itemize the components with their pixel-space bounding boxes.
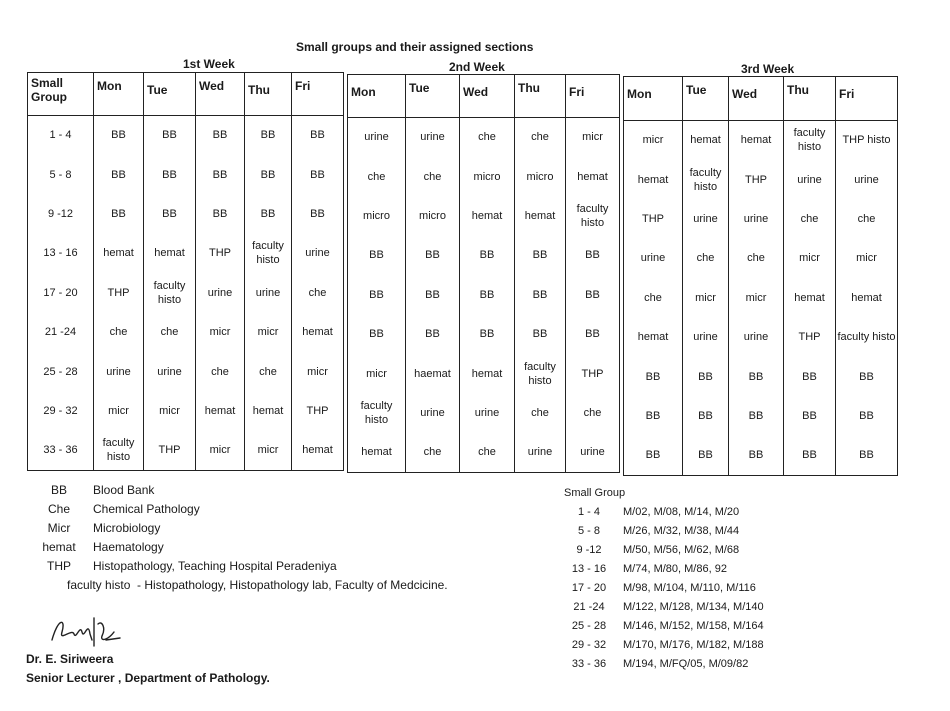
- small-group-range: 25 - 28: [571, 620, 607, 632]
- section-cell: THP: [624, 199, 683, 238]
- column-header: Mon: [624, 77, 683, 121]
- section-cell: che: [245, 352, 292, 391]
- legend-definition: Haematology: [93, 540, 164, 554]
- week-3-table: [623, 76, 898, 476]
- section-cell: BB: [348, 275, 406, 314]
- legend-abbr: BB: [50, 483, 67, 497]
- section-cell: BB: [566, 236, 620, 275]
- table-row: [28, 312, 344, 351]
- section-cell: hemat: [460, 354, 515, 393]
- table-row: [624, 436, 898, 475]
- column-header: Tue: [683, 77, 729, 121]
- signature-position: Senior Lecturer , Department of Pathology.: [26, 671, 270, 685]
- section-cell: che: [460, 433, 515, 472]
- small-group-cell: 1 - 4: [28, 116, 94, 155]
- section-cell: hemat: [460, 196, 515, 235]
- section-cell: hemat: [515, 196, 566, 235]
- section-cell: BB: [566, 275, 620, 314]
- section-cell: urine: [144, 352, 196, 391]
- section-cell: hemat: [784, 278, 836, 317]
- small-group-heading: Small Group: [564, 487, 626, 499]
- section-cell: hemat: [836, 278, 898, 317]
- week-1-label: 1st Week: [183, 57, 235, 71]
- legend-abbr: Che: [47, 502, 70, 516]
- column-header: Fri: [836, 77, 898, 121]
- section-cell: BB: [406, 314, 460, 353]
- table-row: [348, 393, 620, 432]
- section-cell: che: [292, 273, 344, 312]
- week-3-label: 3rd Week: [741, 62, 795, 76]
- section-cell: BB: [515, 314, 566, 353]
- small-group-members: M/26, M/32, M/38, M/44: [623, 525, 740, 537]
- section-cell: che: [566, 393, 620, 432]
- section-cell: BB: [729, 436, 784, 475]
- table-row: [624, 396, 898, 435]
- table-row: [348, 354, 620, 393]
- column-header: Wed: [729, 77, 784, 121]
- section-cell: BB: [784, 357, 836, 396]
- section-cell: BB: [292, 155, 344, 194]
- legend-abbr: hemat: [42, 540, 76, 554]
- table-row: [624, 278, 898, 317]
- section-cell: hemat: [348, 433, 406, 472]
- section-cell: BB: [292, 194, 344, 233]
- small-group-range: 17 - 20: [571, 582, 607, 594]
- section-cell: hemat: [292, 312, 344, 351]
- column-header: Thu: [245, 73, 292, 116]
- section-cell: BB: [348, 236, 406, 275]
- section-cell: THP: [196, 234, 245, 273]
- section-cell: micr: [784, 239, 836, 278]
- section-cell: hemat: [566, 157, 620, 196]
- small-group-cell: 33 - 36: [28, 431, 94, 470]
- table-row: [348, 433, 620, 472]
- section-cell: hemat: [729, 121, 784, 160]
- column-header: Thu: [515, 75, 566, 118]
- section-cell: THP: [292, 391, 344, 430]
- section-cell: BB: [245, 155, 292, 194]
- section-cell: che: [460, 118, 515, 157]
- section-cell: BB: [683, 436, 729, 475]
- section-cell: BB: [683, 357, 729, 396]
- section-cell: urine: [406, 118, 460, 157]
- small-group-cell: 25 - 28: [28, 352, 94, 391]
- column-header: Wed: [196, 73, 245, 116]
- section-cell: micr: [245, 431, 292, 470]
- section-cell: che: [348, 157, 406, 196]
- small-group-range: 13 - 16: [571, 563, 607, 575]
- section-cell: urine: [196, 273, 245, 312]
- small-group-members: M/02, M/08, M/14, M/20: [623, 506, 740, 518]
- section-cell: BB: [196, 194, 245, 233]
- section-cell: hemat: [245, 391, 292, 430]
- section-cell: THP: [784, 317, 836, 356]
- section-cell: BB: [196, 116, 245, 155]
- section-cell: micr: [729, 278, 784, 317]
- small-group-cell: 21 -24: [28, 312, 94, 351]
- section-cell: micr: [348, 354, 406, 393]
- table-row: [28, 194, 344, 233]
- section-cell: BB: [683, 396, 729, 435]
- small-group-range: 21 -24: [573, 601, 605, 613]
- section-cell: BB: [94, 194, 144, 233]
- section-cell: BB: [460, 314, 515, 353]
- legend-definition: Chemical Pathology: [93, 502, 200, 516]
- table-row: [348, 314, 620, 353]
- legend-definition: Microbiology: [93, 521, 161, 535]
- small-group-range: 9 -12: [576, 544, 602, 556]
- table-row: [624, 357, 898, 396]
- section-cell: BB: [784, 396, 836, 435]
- small-group-range: 5 - 8: [577, 525, 600, 537]
- section-cell: BB: [245, 194, 292, 233]
- section-cell: urine: [683, 199, 729, 238]
- table-row: [28, 155, 344, 194]
- table-row: [624, 317, 898, 356]
- section-cell: micr: [836, 239, 898, 278]
- section-cell: BB: [624, 357, 683, 396]
- section-cell: che: [406, 433, 460, 472]
- column-header: Small Group: [28, 73, 94, 116]
- week-2-label: 2nd Week: [449, 60, 505, 74]
- section-cell: micro: [348, 196, 406, 235]
- section-cell: BB: [836, 357, 898, 396]
- section-cell: hemat: [624, 317, 683, 356]
- section-cell: urine: [460, 393, 515, 432]
- section-cell: micr: [245, 312, 292, 351]
- section-cell: BB: [836, 436, 898, 475]
- table-row: [624, 160, 898, 199]
- section-cell: micr: [292, 352, 344, 391]
- legend-definition: Histopathology, Teaching Hospital Peradeniya: [93, 559, 337, 573]
- small-group-members: M/170, M/176, M/182, M/188: [623, 639, 764, 651]
- section-cell: faculty histo: [245, 234, 292, 273]
- section-cell: BB: [729, 396, 784, 435]
- section-cell: micr: [196, 312, 245, 351]
- section-cell: urine: [729, 199, 784, 238]
- column-header: Mon: [348, 75, 406, 118]
- small-group-cell: 9 -12: [28, 194, 94, 233]
- section-cell: faculty histo: [348, 393, 406, 432]
- column-header: Mon: [94, 73, 144, 116]
- section-cell: BB: [515, 236, 566, 275]
- section-cell: BB: [196, 155, 245, 194]
- section-cell: BB: [144, 116, 196, 155]
- section-cell: micr: [566, 118, 620, 157]
- section-cell: BB: [292, 116, 344, 155]
- section-cell: BB: [836, 396, 898, 435]
- small-group-members: M/194, M/FQ/05, M/09/82: [623, 658, 749, 670]
- legend-faculty-histo: faculty histo - Histopathology, Histopathology lab, Faculty of Medcicine.: [67, 578, 448, 592]
- section-cell: BB: [784, 436, 836, 475]
- section-cell: che: [683, 239, 729, 278]
- section-cell: hemat: [624, 160, 683, 199]
- section-cell: micro: [406, 196, 460, 235]
- table-row: [28, 352, 344, 391]
- table-row: [348, 196, 620, 235]
- section-cell: BB: [515, 275, 566, 314]
- section-cell: micro: [515, 157, 566, 196]
- table-row: [348, 275, 620, 314]
- section-cell: hemat: [292, 431, 344, 470]
- column-header: Tue: [144, 73, 196, 116]
- section-cell: haemat: [406, 354, 460, 393]
- small-group-members: M/98, M/104, M/110, M/116: [623, 582, 756, 594]
- section-cell: BB: [729, 357, 784, 396]
- table-row: [348, 236, 620, 275]
- section-cell: urine: [515, 433, 566, 472]
- section-cell: BB: [624, 436, 683, 475]
- section-cell: urine: [292, 234, 344, 273]
- section-cell: urine: [683, 317, 729, 356]
- section-cell: che: [94, 312, 144, 351]
- small-group-range: 33 - 36: [571, 658, 607, 670]
- signature-name: Dr. E. Siriweera: [26, 652, 114, 666]
- section-cell: BB: [94, 116, 144, 155]
- page-title: Small groups and their assigned sections: [296, 40, 534, 54]
- small-group-members: M/74, M/80, M/86, 92: [623, 563, 727, 575]
- section-cell: BB: [566, 314, 620, 353]
- week-1-table: [27, 72, 344, 471]
- section-cell: faculty histo: [683, 160, 729, 199]
- section-cell: THP histo: [836, 121, 898, 160]
- column-header: Wed: [460, 75, 515, 118]
- table-row: [28, 273, 344, 312]
- section-cell: BB: [624, 396, 683, 435]
- small-group-cell: 13 - 16: [28, 234, 94, 273]
- table-row: [624, 239, 898, 278]
- section-cell: faculty histo: [784, 121, 836, 160]
- section-cell: hemat: [683, 121, 729, 160]
- section-cell: che: [144, 312, 196, 351]
- section-cell: micr: [624, 121, 683, 160]
- small-group-cell: 5 - 8: [28, 155, 94, 194]
- section-cell: faculty histo: [94, 431, 144, 470]
- small-group-members: M/146, M/152, M/158, M/164: [623, 620, 764, 632]
- section-cell: urine: [348, 118, 406, 157]
- signature-image: [44, 610, 124, 652]
- section-cell: THP: [729, 160, 784, 199]
- section-cell: THP: [566, 354, 620, 393]
- section-cell: che: [784, 199, 836, 238]
- section-cell: THP: [144, 431, 196, 470]
- section-cell: faculty histo: [836, 317, 898, 356]
- legend-definition: Blood Bank: [93, 483, 155, 497]
- section-cell: BB: [348, 314, 406, 353]
- legend-abbr: THP: [47, 559, 71, 573]
- section-cell: BB: [460, 236, 515, 275]
- section-cell: BB: [144, 194, 196, 233]
- section-cell: micr: [196, 431, 245, 470]
- section-cell: hemat: [94, 234, 144, 273]
- section-cell: micr: [683, 278, 729, 317]
- column-header: Fri: [292, 73, 344, 116]
- section-cell: che: [515, 393, 566, 432]
- section-cell: micro: [460, 157, 515, 196]
- section-cell: urine: [566, 433, 620, 472]
- section-cell: urine: [784, 160, 836, 199]
- section-cell: BB: [94, 155, 144, 194]
- section-cell: faculty histo: [566, 196, 620, 235]
- section-cell: THP: [94, 273, 144, 312]
- legend-abbr: Micr: [47, 521, 71, 535]
- section-cell: faculty histo: [144, 273, 196, 312]
- table-row: [624, 199, 898, 238]
- section-cell: che: [836, 199, 898, 238]
- section-cell: urine: [245, 273, 292, 312]
- section-cell: che: [406, 157, 460, 196]
- small-group-members: M/122, M/128, M/134, M/140: [623, 601, 764, 613]
- section-cell: che: [515, 118, 566, 157]
- section-cell: urine: [836, 160, 898, 199]
- section-cell: urine: [94, 352, 144, 391]
- section-cell: BB: [144, 155, 196, 194]
- section-cell: hemat: [144, 234, 196, 273]
- section-cell: che: [624, 278, 683, 317]
- table-row: [28, 116, 344, 155]
- section-cell: BB: [406, 275, 460, 314]
- section-cell: che: [729, 239, 784, 278]
- small-group-range: 29 - 32: [571, 639, 607, 651]
- column-header: Fri: [566, 75, 620, 118]
- table-row: [28, 391, 344, 430]
- table-row: [624, 121, 898, 160]
- small-group-cell: 29 - 32: [28, 391, 94, 430]
- table-row: [348, 157, 620, 196]
- section-cell: BB: [245, 116, 292, 155]
- column-header: Tue: [406, 75, 460, 118]
- section-cell: micr: [144, 391, 196, 430]
- section-cell: hemat: [196, 391, 245, 430]
- section-cell: micr: [94, 391, 144, 430]
- small-group-range: 1 - 4: [577, 506, 600, 518]
- column-header: Thu: [784, 77, 836, 121]
- section-cell: urine: [729, 317, 784, 356]
- table-row: [348, 118, 620, 157]
- section-cell: che: [196, 352, 245, 391]
- week-2-table: [347, 74, 620, 473]
- section-cell: BB: [406, 236, 460, 275]
- small-group-members: M/50, M/56, M/62, M/68: [623, 544, 740, 556]
- table-row: [28, 234, 344, 273]
- section-cell: urine: [406, 393, 460, 432]
- section-cell: faculty histo: [515, 354, 566, 393]
- table-row: [28, 431, 344, 470]
- section-cell: urine: [624, 239, 683, 278]
- section-cell: BB: [460, 275, 515, 314]
- small-group-cell: 17 - 20: [28, 273, 94, 312]
